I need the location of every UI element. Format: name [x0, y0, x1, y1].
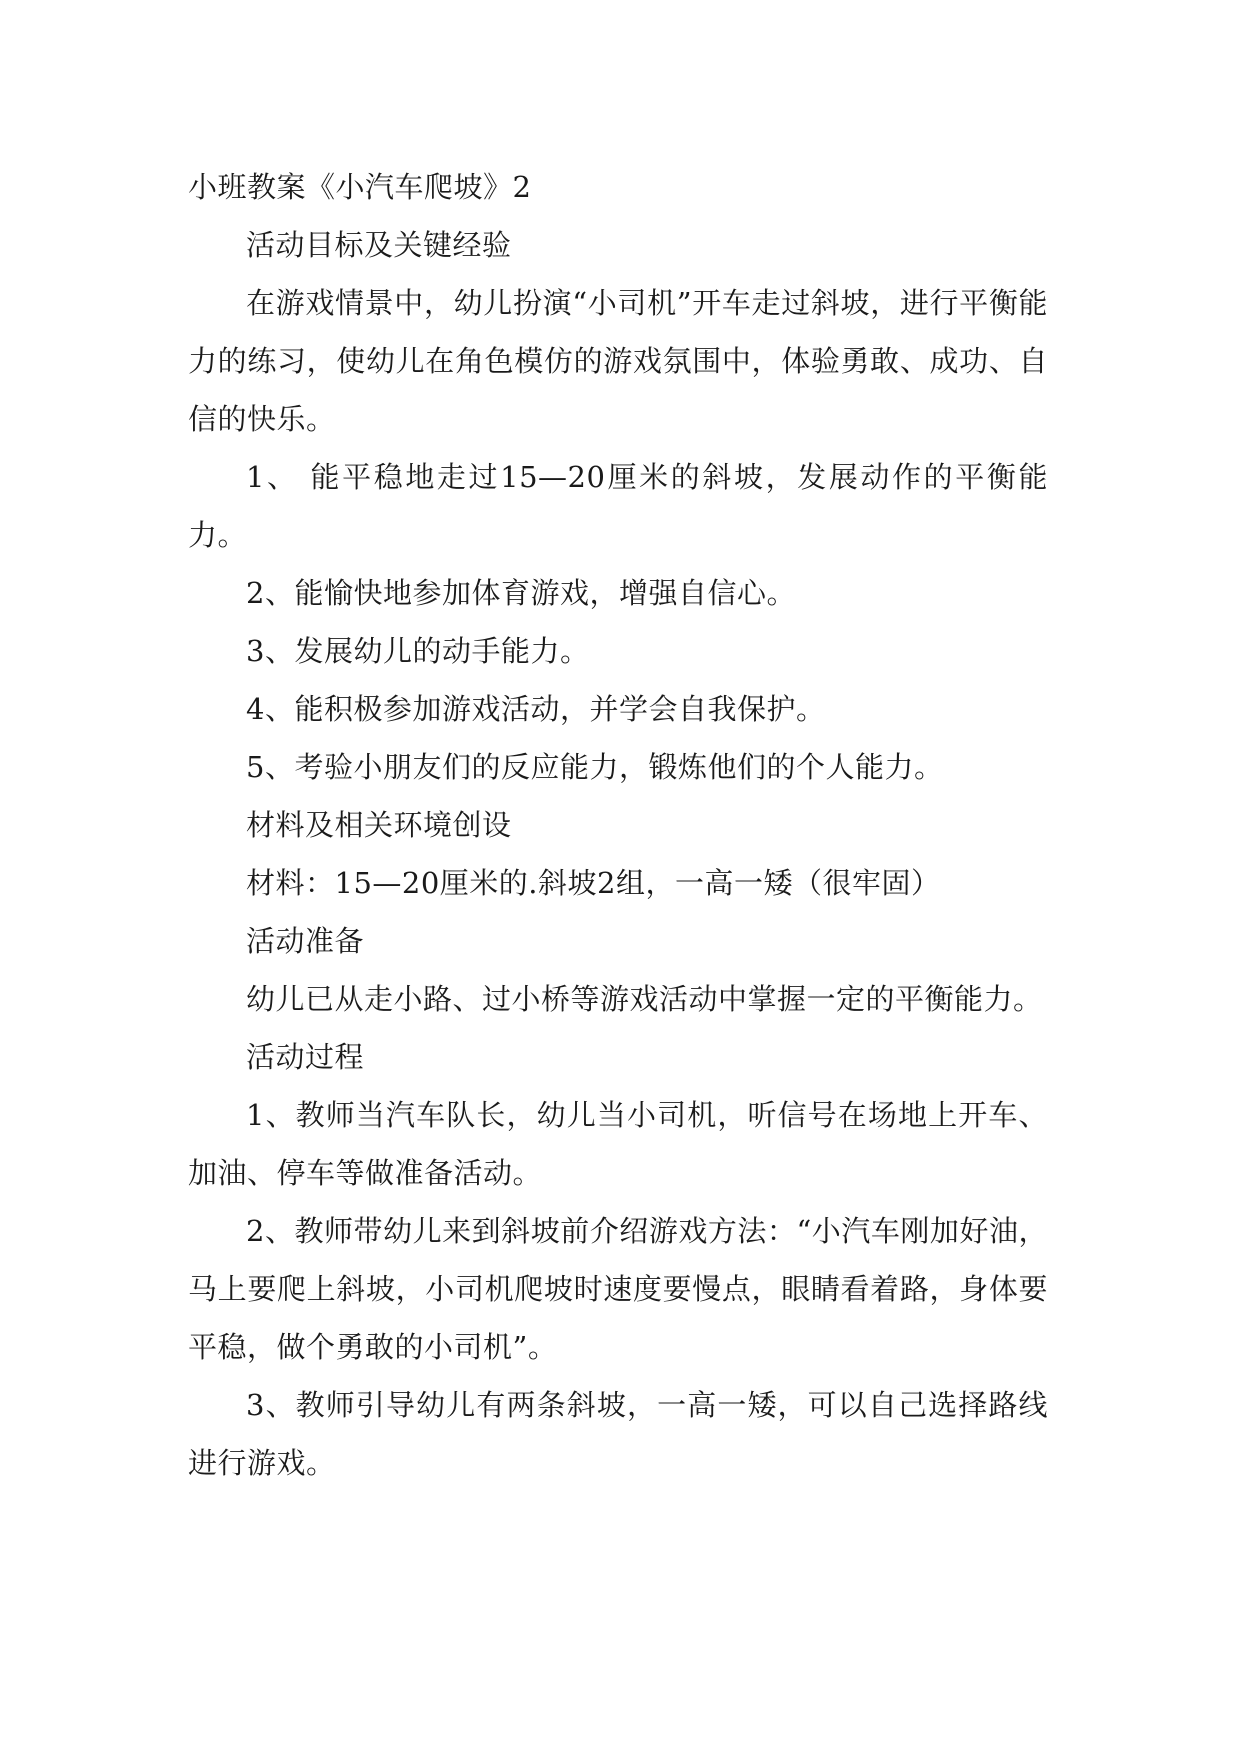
- paragraph: 在游戏情景中，幼儿扮演“小司机”开车走过斜坡，进行平衡能力的练习，使幼儿在角色模仿的游戏氛围中，体验勇敢、成功、自信的快乐。: [188, 286, 1048, 436]
- section-heading-goals: 活动目标及关键经验: [246, 228, 512, 262]
- goal-item-1: 1、 能平稳地走过15—20厘米的斜坡，发展动作的平衡能力。: [188, 460, 1048, 552]
- document-title: 小班教案《小汽车爬坡》2: [188, 170, 532, 204]
- process-step-3: 3、教师引导幼儿有两条斜坡，一高一矮，可以自己选择路线进行游戏。: [188, 1388, 1048, 1480]
- process-step-1: 1、教师当汽车队长，幼儿当小司机，听信号在场地上开车、加油、停车等做准备活动。: [188, 1098, 1048, 1190]
- paragraph: 材料：15—20厘米的.斜坡2组，一高一矮（很牢固）: [246, 866, 941, 900]
- goal-item-3: 3、发展幼儿的动手能力。: [246, 634, 590, 668]
- goal-item-4: 4、能积极参加游戏活动，并学会自我保护。: [246, 692, 826, 726]
- goal-item-5: 5、考验小朋友们的反应能力，锻炼他们的个人能力。: [246, 750, 944, 784]
- section-heading-materials: 材料及相关环境创设: [246, 808, 512, 842]
- process-step-2: 2、教师带幼儿来到斜坡前介绍游戏方法：“小汽车刚加好油，马上要爬上斜坡，小司机爬坡时速度要慢点，眼睛看着路，身体要平稳，做个勇敢的小司机”。: [188, 1214, 1048, 1364]
- document-body: [188, 158, 1048, 1492]
- section-heading-process: 活动过程: [246, 1040, 365, 1074]
- goal-item-2: 2、能愉快地参加体育游戏，增强自信心。: [246, 576, 796, 610]
- paragraph: 幼儿已从走小路、过小桥等游戏活动中掌握一定的平衡能力。: [246, 982, 1043, 1016]
- section-heading-preparation: 活动准备: [246, 924, 365, 958]
